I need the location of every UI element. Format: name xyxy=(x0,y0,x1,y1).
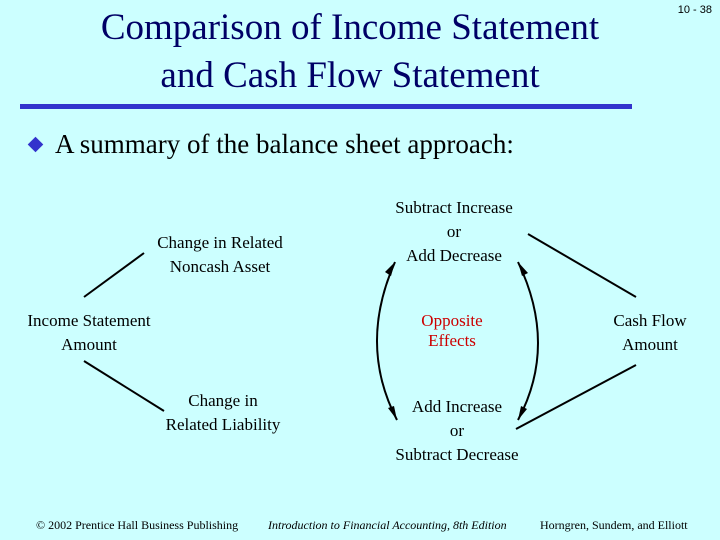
footer-copyright: © 2002 Prentice Hall Business Publishing xyxy=(36,518,239,532)
connector-line-subtract-to-cash xyxy=(528,234,636,297)
footer-authors: Horngren, Sundem, and Elliott xyxy=(540,518,688,532)
node-change-noncash-asset xyxy=(120,231,320,279)
node-label-line: Opposite xyxy=(421,311,483,330)
node-label-line: or xyxy=(449,421,465,440)
slide-number: 10 - 38 xyxy=(677,4,712,16)
node-label-line: Change in xyxy=(188,391,258,410)
node-subtract-increase xyxy=(364,196,544,268)
node-label-line: Subtract Increase xyxy=(395,198,513,217)
node-label-line: Cash Flow xyxy=(613,311,687,330)
node-label-line: Noncash Asset xyxy=(169,257,271,276)
node-label-line: Amount xyxy=(622,335,678,354)
node-label-line: Subtract Decrease xyxy=(395,445,519,464)
title-line-1: Comparison of Income Statement xyxy=(100,7,600,48)
node-label-line: Change in Related xyxy=(157,233,283,252)
node-label-line: Add Increase xyxy=(411,397,503,416)
node-label-line: Amount xyxy=(61,335,117,354)
node-change-liability xyxy=(128,389,318,437)
node-opposite-effects xyxy=(382,311,522,351)
node-label-line: or xyxy=(446,222,462,241)
footer-book-title: Introduction to Financial Accounting, 8th Edition xyxy=(268,518,507,532)
node-label-line: Income Statement xyxy=(27,311,151,330)
node-add-increase xyxy=(364,395,550,467)
bullet-text: A summary of the balance sheet approach: xyxy=(55,129,514,159)
node-income-statement-amount xyxy=(4,309,174,357)
node-label-line: Add Decrease xyxy=(406,246,502,265)
title-line-2: and Cash Flow Statement xyxy=(160,55,540,96)
node-label-line: Effects xyxy=(428,331,476,350)
node-cash-flow-amount xyxy=(580,309,720,357)
node-label-line: Related Liability xyxy=(165,415,281,434)
